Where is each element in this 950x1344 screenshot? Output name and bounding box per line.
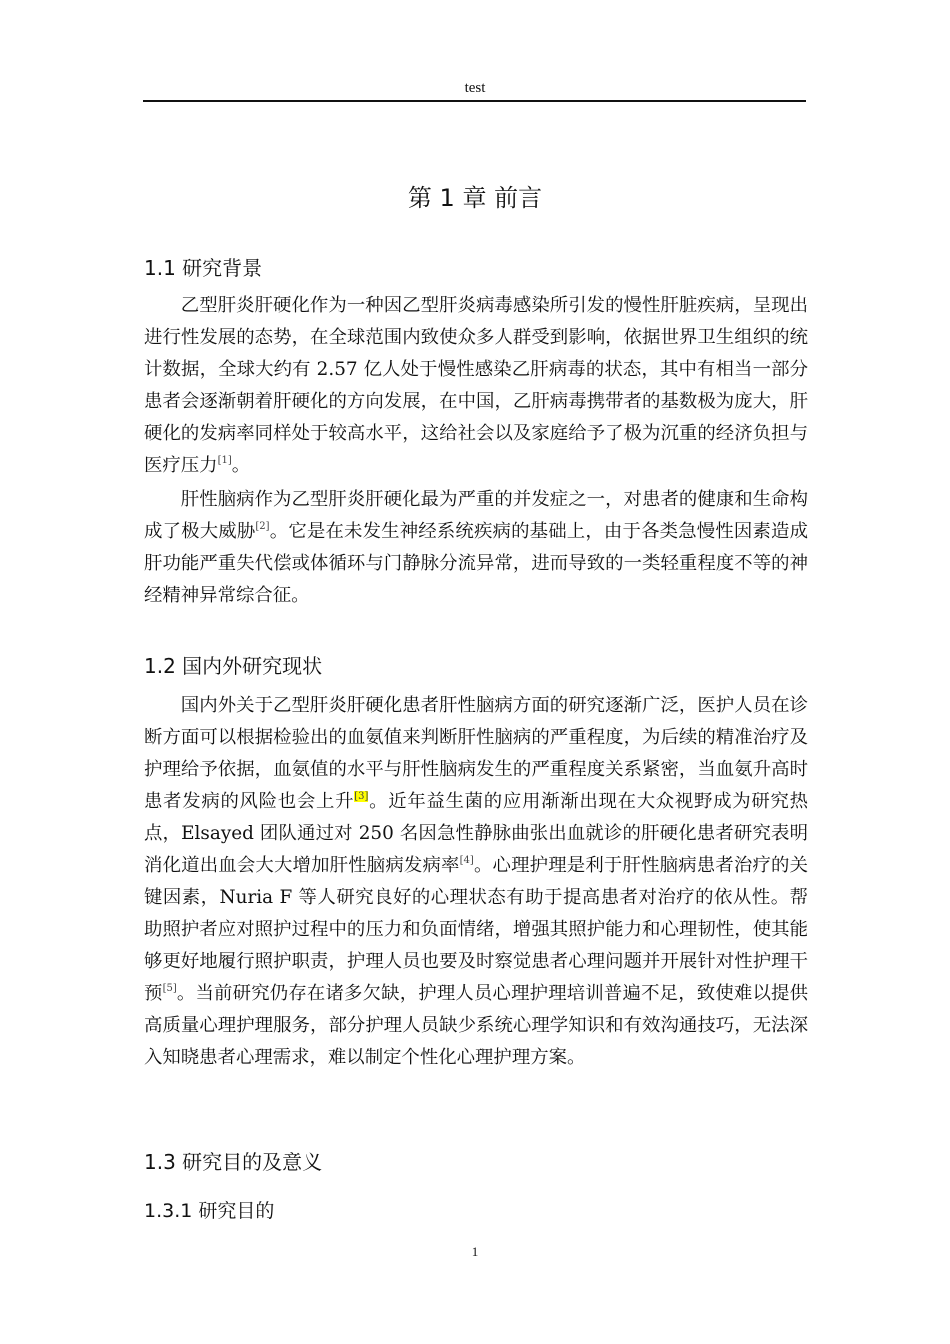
paragraph-background-1 — [144, 290, 808, 482]
paragraph-research-status — [144, 690, 808, 1074]
paragraph-text: 。它是在未发生神经系统疾病的基础上，由于各类急慢性因素造成肝功能严重失代偿或体循环与门静脉分流异常，进而导致的一类轻重程度不等的神经精神异常综合征。 — [144, 521, 808, 606]
paragraph-text: 乙型肝炎肝硬化作为一种因乙型肝炎病毒感染所引发的慢性肝脏疾病，呈现出进行性发展的态势，在全球范围内致使众多人群受到影响，依据世界卫生组织的统计数据，全球大约有 2.57 亿人处于慢性感染乙肝病毒的状态，其中有相当一部分患者会逐渐朝着肝硬化的方向发展，在中国，乙肝病毒携带者的基数极为庞大，肝硬化的发病率同样处于较高水平，这给社会以及家庭给予了极为沉重的经济负担与医疗压力 — [144, 295, 808, 476]
citation-ref-highlighted[interactable]: [3] — [354, 791, 369, 802]
section-heading-1-2: 1.2 国内外研究现状 — [144, 654, 323, 678]
paragraph-text: 肝性脑病作为乙型肝炎肝硬化最为严重的并发症之一，对患者的健康和生命构成了极大威胁 — [144, 489, 808, 542]
running-header: test — [464, 80, 486, 96]
section-heading-1-1: 1.1 研究背景 — [144, 256, 263, 280]
citation-ref[interactable]: [5] — [162, 983, 177, 994]
paragraph-text: 。心理护理是利于肝性脑病患者治疗的关键因素，Nuria F 等人研究良好的心理状态有助于提高患者对治疗的依从性。帮助照护者应对照护过程中的压力和负面情绪，增强其照护能力和心理韧性，使其能够更好地履行照护职责，护理人员也要及时察觉患者心理问题并开展针对性护理干预 — [144, 855, 808, 1004]
paragraph-text: 。 — [231, 455, 251, 476]
paragraph-background-2 — [144, 484, 808, 612]
header-rule — [143, 100, 806, 102]
paragraph-text: 国内外关于乙型肝炎肝硬化患者肝性脑病方面的研究逐渐广泛，医护人员在诊断方面可以根据检验出的血氨值来判断肝性脑病的严重程度，为后续的精准治疗及护理给予依据，血氨值的水平与肝性脑病发生的严重程度关系紧密，当血氨升高时患者发病的风险也会上升 — [144, 695, 808, 812]
citation-ref[interactable]: [4] — [459, 855, 474, 866]
paragraph-text: 。当前研究仍存在诸多欠缺，护理人员心理护理培训普遍不足，致使难以提供高质量心理护理服务，部分护理人员缺少系统心理学知识和有效沟通技巧，无法深入知晓患者心理需求，难以制定个性化心理护理方案。 — [144, 983, 808, 1068]
subsection-heading-1-3-1: 1.3.1 研究目的 — [144, 1200, 275, 1222]
section-heading-1-3: 1.3 研究目的及意义 — [144, 1150, 323, 1174]
citation-ref[interactable]: [2] — [255, 521, 270, 532]
chapter-title: 第 1 章 前言 — [407, 184, 543, 212]
page-number: 1 — [471, 1244, 479, 1259]
paragraph-text: 。近年益生菌的应用渐渐出现在大众视野成为研究热点，Elsayed 团队通过对 250 名因急性静脉曲张出血就诊的肝硬化患者研究表明消化道出血会大大增加肝性脑病发病率 — [144, 791, 808, 876]
citation-ref[interactable]: [1] — [217, 455, 232, 466]
